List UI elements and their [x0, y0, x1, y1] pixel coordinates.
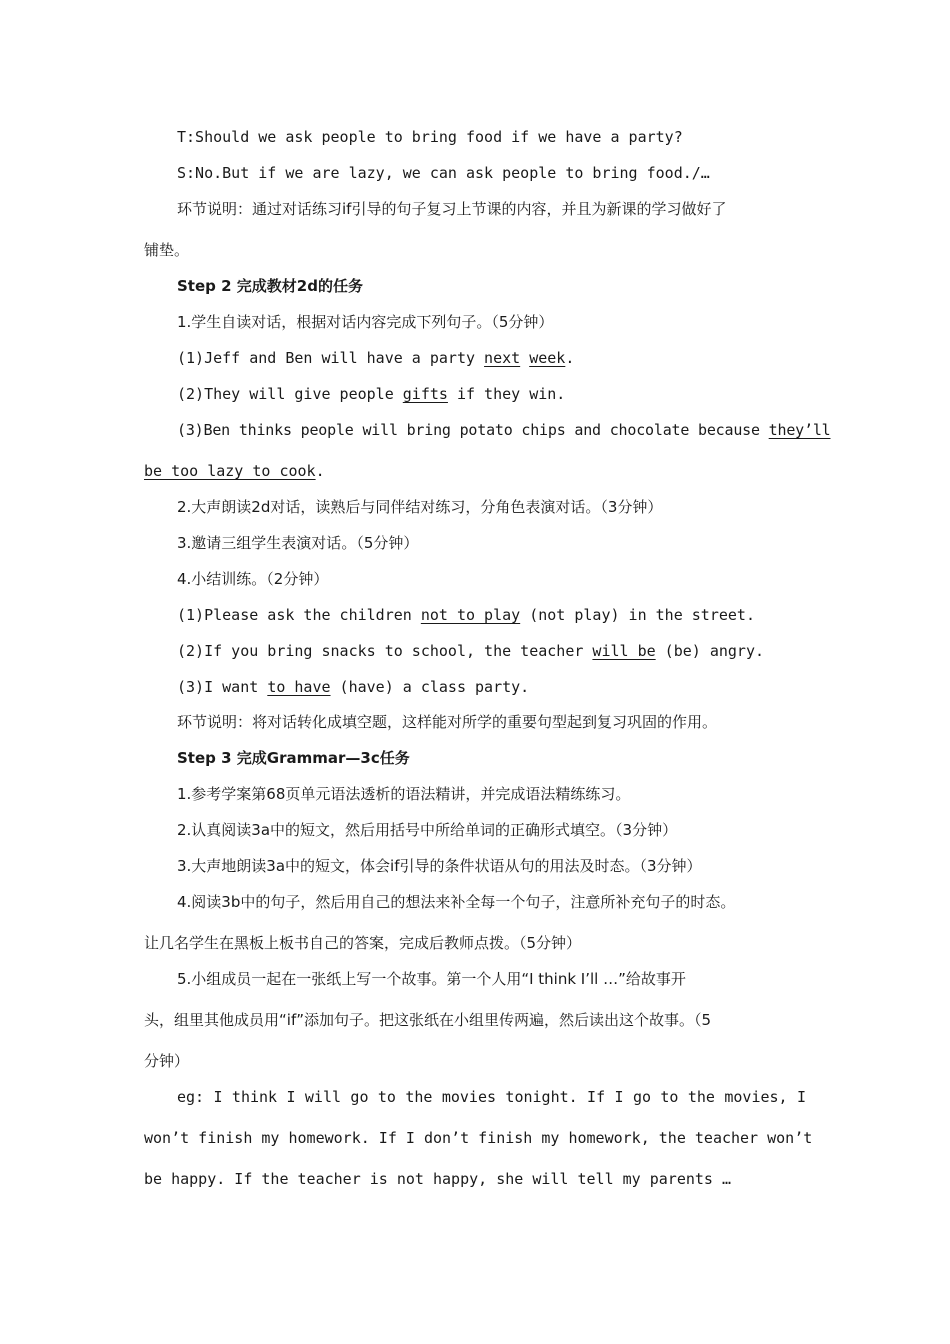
answer-blank: not to play: [420, 606, 521, 624]
answer-blank: gifts: [402, 385, 448, 403]
step3-task5-line3: 分钟）: [144, 1052, 190, 1070]
step3-task5-line1: 5.小组成员一起在一张纸上写一个故事。第一个人用“I think I’ll …”给故事开: [177, 970, 686, 988]
step2-task1: 1.学生自读对话，根据对话内容完成下列句子。（5分钟）: [177, 313, 554, 331]
step3-task4-line2: 让几名学生在黑板上板书自己的答案，完成后教师点拨。（5分钟）: [144, 934, 582, 952]
step2-sentence1: (1)Jeff and Ben will have a party next week.: [177, 349, 575, 367]
answer-blank: next: [484, 349, 521, 367]
step3-task5-line2: 头，组里其他成员用“if”添加句子。把这张纸在小组里传两遍，然后读出这个故事。（5: [144, 1011, 712, 1029]
section-note-line1: 环节说明：通过对话练习if引导的句子复习上节课的内容，并且为新课的学习做好了: [177, 200, 727, 218]
student-answer: S:No.But if we are lazy, we can ask people to bring food./…: [177, 164, 710, 182]
step3-task4-line1: 4.阅读3b中的句子，然后用自己的想法来补全每一个句子，注意所补充句子的时态。: [177, 893, 736, 911]
step3-task2: 2.认真阅读3a中的短文，然后用括号中所给单词的正确形式填空。（3分钟）: [177, 821, 678, 839]
step2-heading: Step 2 完成教材2d的任务: [177, 277, 363, 295]
example-line3: be happy. If the teacher is not happy, she will tell my parents …: [144, 1170, 731, 1188]
example-line2: won’t finish my homework. If I don’t finish my homework, the teacher won’t: [144, 1129, 813, 1147]
answer-blank: be too lazy to cook: [144, 462, 316, 480]
answer-blank: will be: [592, 642, 656, 660]
step2-task2: 2.大声朗读2d对话，读熟后与同伴结对练习，分角色表演对话。（3分钟）: [177, 498, 663, 516]
exercise-3: (3)I want to have (have) a class party.: [177, 678, 530, 696]
answer-blank: week: [529, 349, 566, 367]
step3-task1: 1.参考学案第68页单元语法透析的语法精讲，并完成语法精练练习。: [177, 785, 631, 803]
step2-note: 环节说明：将对话转化成填空题，这样能对所学的重要句型起到复习巩固的作用。: [177, 713, 718, 731]
step2-task3: 3.邀请三组学生表演对话。（5分钟）: [177, 534, 419, 552]
step2-task4: 4.小结训练。（2分钟）: [177, 570, 329, 588]
step3-task3: 3.大声地朗读3a中的短文，体会if引导的条件状语从句的用法及时态。（3分钟）: [177, 857, 702, 875]
section-note-line2: 铺垫。: [144, 241, 190, 259]
answer-blank: they’ll: [768, 421, 831, 439]
exercise-2: (2)If you bring snacks to school, the teacher will be (be) angry.: [177, 642, 765, 660]
step2-sentence2: (2)They will give people gifts if they win.: [177, 385, 566, 403]
step3-heading: Step 3 完成Grammar—3c任务: [177, 749, 410, 767]
example-line1: eg: I think I will go to the movies tonight. If I go to the movies, I: [177, 1088, 806, 1106]
exercise-1: (1)Please ask the children not to play (not play) in the street.: [177, 606, 755, 624]
teacher-question: T:Should we ask people to bring food if we have a party?: [177, 128, 683, 146]
step2-sentence3: (3)Ben thinks people will bring potato chips and chocolate because they’ll: [177, 421, 831, 439]
answer-blank: to have: [267, 678, 331, 696]
step2-sentence3-cont: be too lazy to cook.: [144, 462, 325, 480]
